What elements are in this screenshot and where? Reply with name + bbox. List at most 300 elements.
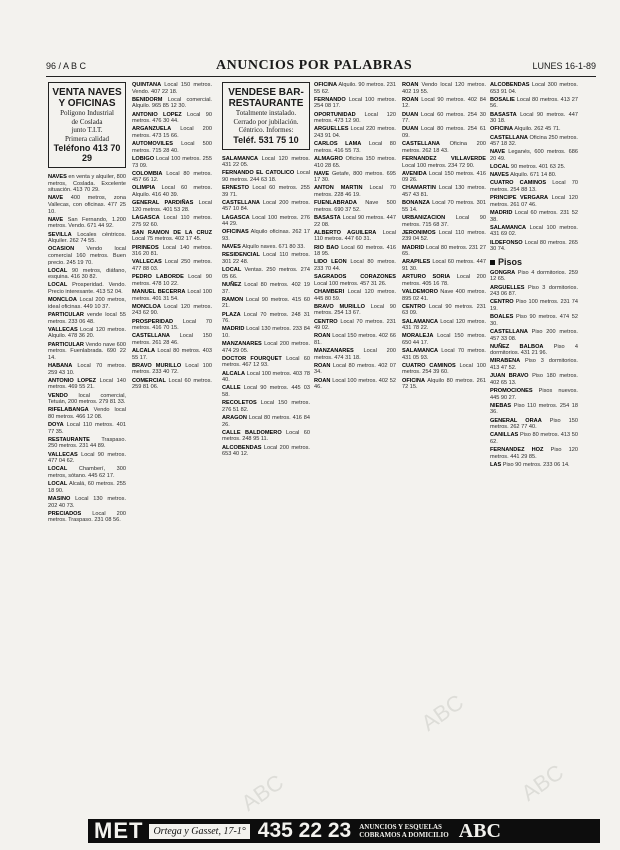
ad-text: Local 100 metros. 254 39 60. xyxy=(402,362,486,376)
ad-text: Local 80 metros. 254 61 09. xyxy=(402,126,486,139)
ad-list xyxy=(402,82,486,391)
ad-text: Local 60 metros. 231 52 38. xyxy=(490,210,578,223)
classified-ad xyxy=(402,141,486,154)
ad-text: Traspaso. 250 metros. 231 44 89. xyxy=(48,436,126,450)
ad-heading: SALAMANCA xyxy=(402,348,439,355)
ad-heading: MADRID xyxy=(222,326,245,333)
ad-heading: OFICINA xyxy=(490,126,513,133)
ad-text: Local 60 metros. 416 18 95. xyxy=(314,244,396,258)
classified-ad xyxy=(490,172,578,179)
ad-text: Local 60 metros. 255 39 71. xyxy=(222,185,310,198)
ad-heading: RECOLETOS xyxy=(222,400,257,407)
classified-ad xyxy=(222,244,310,251)
ad-heading: NAVES xyxy=(48,174,67,180)
ad-text: San Fernando, 1.200 metros. Vendo. 671 44 92. xyxy=(48,216,126,230)
ad-text: Getafe, 800 metros. 695 17 30. xyxy=(314,170,396,184)
classified-ad xyxy=(222,385,310,398)
ad-text: Local 110 metros. 447 60 31. xyxy=(314,229,396,243)
page-date: LUNES 16-1-89 xyxy=(532,61,596,71)
ad-heading: PARTICULAR xyxy=(48,341,84,348)
ad-text: Local 80 metros. 231 27 65. xyxy=(402,244,486,258)
bar-box-line: Céntrico. Informes: xyxy=(238,126,294,134)
ad-heading: MANZANARES xyxy=(314,348,354,355)
classified-ad xyxy=(402,348,486,361)
ad-heading: DOCTOR FOURQUET xyxy=(222,355,282,362)
ad-heading: PROSPERIDAD xyxy=(132,318,174,325)
ad-text: Alquilo oficinas. 262 17 93. xyxy=(222,229,310,242)
classified-ad xyxy=(490,195,578,208)
ad-heading: LOCAL xyxy=(490,164,510,171)
classified-ad xyxy=(490,432,578,445)
ad-text: Piso 80 metros. 413 50 62. xyxy=(490,432,578,445)
ad-text: Local 75 metros. 402 17 45. xyxy=(132,236,202,243)
ad-text: Local 90 metros. 402 84 12. xyxy=(402,96,486,110)
ad-heading: CASTELLANA xyxy=(490,134,528,141)
classified-ad xyxy=(402,245,486,258)
ad-text: Local 120 metros. Alquilo. 478 36 20. xyxy=(48,326,126,340)
ad-list xyxy=(314,82,396,391)
ad-list xyxy=(48,174,126,524)
classified-ad xyxy=(132,378,212,391)
abc-logo: ABC xyxy=(458,819,501,842)
ad-heading: MORALEJA xyxy=(402,333,434,340)
classified-ad xyxy=(222,445,310,458)
ad-text: Local 200 metros. 473 15 66. xyxy=(132,126,212,139)
ad-text: Oficina 250 metros. 457 18 32. xyxy=(490,134,578,148)
ad-heading: OLIMPIA xyxy=(132,185,156,192)
ad-text: Local comercial. Alquilo. 965 85 12 30. xyxy=(132,96,212,110)
ad-heading: CHAMARTIN xyxy=(402,185,436,192)
ad-text: Local 90 metros. 476 30 44. xyxy=(132,111,212,125)
classified-ad xyxy=(48,496,126,509)
ad-heading: OFICINA xyxy=(402,377,425,384)
classified-ad xyxy=(48,422,126,435)
ad-text: Local 70 metros. 248 31 76. xyxy=(222,311,310,325)
classified-ad xyxy=(132,274,212,287)
ad-heading: FERNANDEZ HOZ xyxy=(490,447,544,454)
ad-text: Local 60 metros. 254 30 77. xyxy=(402,111,486,125)
classified-ad xyxy=(48,297,126,310)
ad-heading: PRINCIPE VERGARA xyxy=(490,195,549,202)
ad-heading: BOSALIE xyxy=(490,96,515,103)
ad-heading: ARGUELLES xyxy=(314,126,349,133)
ad-heading: QUINTANA xyxy=(132,82,162,88)
classified-ad xyxy=(48,195,126,215)
classified-ad xyxy=(132,215,212,228)
banner-phone: 435 22 23 xyxy=(257,819,352,842)
classified-ad xyxy=(490,135,578,148)
ad-heading: NIEBAS xyxy=(490,402,512,409)
ad-text: Pisos nuevos. 445 90 27. xyxy=(490,388,578,401)
ad-heading: ARGUELLES xyxy=(490,284,525,291)
classified-ad xyxy=(490,112,578,125)
ad-text: Local 120 metros. 473 12 90. xyxy=(314,111,396,125)
ad-heading: SEVILLA xyxy=(48,231,72,238)
ad-text: Oficina 200 metros. 262 18 43. xyxy=(402,141,486,154)
ad-heading: PRECIADOS xyxy=(48,510,82,517)
ad-heading: ILDEFONSO xyxy=(490,239,523,246)
ad-text: Local 140 metros. 469 55 21. xyxy=(48,377,126,391)
ad-text: Local 90 metros. 478 10 22. xyxy=(132,274,212,287)
classified-ad xyxy=(132,200,212,213)
ad-text: Piso 4 dormitorios. 431 21 96. xyxy=(490,343,578,357)
ad-text: 90 metros. 401 63 25. xyxy=(510,164,566,171)
classified-ad xyxy=(402,378,486,391)
ad-text: Local 500 metros. 715 28 40. xyxy=(132,141,212,154)
ad-heading: ANTONIO LOPEZ xyxy=(132,111,182,118)
ad-heading: ALCOBENDAS xyxy=(222,444,262,451)
ad-heading: MONCLOA xyxy=(132,303,161,310)
ad-heading: RIFELABANGA xyxy=(48,407,89,414)
ad-heading: MANZANARES xyxy=(222,341,262,348)
classified-ad xyxy=(402,171,486,184)
classified-ad xyxy=(222,170,310,183)
ad-text: Local 70 metros. 254 88 13. xyxy=(490,180,578,194)
ad-heading: SAGRADOS CORAZONES xyxy=(314,274,396,281)
ad-text: Piso 3 dormitorios. 413 47 52. xyxy=(490,358,578,372)
classified-ad xyxy=(314,141,396,154)
ad-text: Piso 110 metros. 254 18 36. xyxy=(490,402,578,416)
ad-heading: LOCAL xyxy=(48,481,68,488)
ad-text: Local 150 metros. 276 51 82. xyxy=(222,400,310,413)
ad-heading: ALBERTO AGUILERA xyxy=(314,229,377,236)
classified-ad xyxy=(222,430,310,443)
ad-text: Local 60 metros. 467 12 93. xyxy=(222,355,310,369)
ad-heading: RESTAURANTE xyxy=(48,436,90,443)
classified-ad xyxy=(48,217,126,230)
ad-text: 90 metros, diáfano, esquina. 416 30 82. xyxy=(48,267,126,281)
ad-heading: BOALES xyxy=(490,314,514,321)
ad-heading: PEDRO LABORDE xyxy=(132,274,184,281)
section-label: Pisos xyxy=(498,256,523,267)
classified-ad xyxy=(48,466,126,479)
classified-ad xyxy=(314,245,396,258)
classified-ad xyxy=(314,126,396,139)
classified-ad xyxy=(490,344,578,357)
ad-heading: ANTON MARTIN xyxy=(314,185,363,192)
classified-ad xyxy=(222,356,310,369)
ad-text: Nave 400 metros. 895 02 41. xyxy=(402,288,486,302)
classified-ad xyxy=(402,363,486,376)
ad-text: Local 100 metros. 234 72 90. xyxy=(402,162,475,169)
page-header xyxy=(46,60,596,74)
classified-ad xyxy=(490,462,578,469)
classified-ad xyxy=(314,348,396,361)
classified-ad xyxy=(222,371,310,384)
ad-text: Local 130 metros. 457 43 81. xyxy=(402,185,486,199)
ad-text: Vendo nave 600 metros. Fuenlabrada. 690 22 14. xyxy=(48,341,126,361)
ad-text: Piso 100 metros. 231 74 19. xyxy=(490,299,578,312)
ad-text: Alcalá, 60 metros. 255 18 90. xyxy=(48,481,126,494)
ad-text: Piso 180 metros. 402 65 13. xyxy=(490,373,578,386)
ad-heading: URBANIZACION xyxy=(402,215,446,222)
ad-heading: ARTURO SORIA xyxy=(402,274,451,281)
ad-heading: MONCLOA xyxy=(48,297,77,304)
ad-text: Chamberí, 300 metros, sótano. 445 62 17. xyxy=(48,466,126,480)
met-logo: MET xyxy=(94,818,144,843)
ad-heading: ROAN xyxy=(402,96,419,103)
classified-ad xyxy=(314,289,396,302)
ad-list xyxy=(132,82,212,391)
column-4 xyxy=(314,82,396,817)
ad-text: Local 100 metros. 254 08 17. xyxy=(314,96,396,110)
classified-ad xyxy=(132,185,212,198)
ad-heading: FERNANDO xyxy=(314,96,346,103)
classified-ad xyxy=(132,348,212,361)
ad-heading: LOCAL xyxy=(222,267,242,274)
ad-text: Local 110 metros. 275 92 60. xyxy=(132,215,212,228)
classified-ad xyxy=(314,171,396,184)
ad-text: Prosperidad. Vendo. Precio interesante. 413 52 04. xyxy=(48,282,126,296)
ad-heading: RESIDENCIAL xyxy=(222,252,260,259)
ad-heading: OFICINA xyxy=(314,82,337,88)
classified-ad xyxy=(222,156,310,169)
ad-heading: ALCALA xyxy=(222,370,245,377)
classified-ad xyxy=(314,215,396,228)
ad-heading: ROAN xyxy=(402,82,419,88)
ad-text: en venta y alquiler, 800 metros, Coslada. Excelente situación. 413 70 29. xyxy=(48,174,126,194)
ad-heading: PROMOCIONES xyxy=(490,388,533,395)
classified-ad xyxy=(402,304,486,317)
ad-heading: MASINO xyxy=(48,496,71,502)
classified-ad xyxy=(222,341,310,354)
ad-text: Alquilo 80 metros. 261 72 15. xyxy=(402,377,486,391)
classified-ad xyxy=(314,82,396,95)
classified-ad xyxy=(132,97,212,110)
classified-ad xyxy=(132,304,212,317)
classified-ad xyxy=(314,274,396,287)
ad-heading: NAVE xyxy=(48,195,64,202)
ad-heading: DUAN xyxy=(402,111,419,118)
ad-text: Local 70 metros. 228 46 19. xyxy=(314,185,396,199)
ad-heading: LIDO LEON xyxy=(314,259,347,266)
classified-ad xyxy=(314,378,396,391)
ad-heading: MADRID xyxy=(490,210,513,217)
ad-heading: OCASION xyxy=(48,246,75,253)
ad-text: Local 100 metros. 403 78 40. xyxy=(222,370,310,384)
ad-heading: CASTELLANA xyxy=(402,141,440,148)
classified-ad xyxy=(222,312,310,325)
watermark: ABC xyxy=(236,769,289,816)
ad-text: Local 70 metros. 259 43 10. xyxy=(48,362,126,376)
ad-heading: LOCAL xyxy=(48,466,68,473)
ad-text: Local 150 metros. Vendo. 407 22 18. xyxy=(132,82,212,95)
classified-ad xyxy=(132,259,212,272)
classified-ad xyxy=(222,415,310,428)
ad-heading: ROAN xyxy=(314,333,331,340)
ad-heading: LAS xyxy=(490,461,502,468)
ad-heading: CENTRO xyxy=(490,299,514,306)
classified-ad xyxy=(48,481,126,494)
ad-heading: AUTOMOVILES xyxy=(132,141,173,148)
ad-heading: SALAMANCA xyxy=(222,155,259,162)
ad-heading: GENERAL ORAA xyxy=(490,417,542,424)
classified-ad xyxy=(132,141,212,154)
naves-box-line: Primera calidad xyxy=(64,134,110,143)
classified-ad xyxy=(132,245,212,258)
ad-text: Local 120 metros. 445 80 59. xyxy=(314,288,396,302)
classified-ad xyxy=(48,437,126,450)
ad-heading: RAMON xyxy=(222,296,244,303)
classified-ad xyxy=(48,342,126,362)
classified-ad xyxy=(48,363,126,376)
ad-text: Piso 4 dormitorios. 259 12 65. xyxy=(490,269,578,283)
classified-ad xyxy=(314,259,396,272)
classified-ad xyxy=(314,304,396,317)
classified-ad xyxy=(490,388,578,401)
classified-ad xyxy=(222,297,310,310)
ad-text: Alquilo naves. 671 80 33. xyxy=(242,244,305,251)
ad-heading: VALLECAS xyxy=(48,451,78,458)
bar-box-line: Cerrado por jubilación. xyxy=(233,117,299,126)
classified-ad xyxy=(314,185,396,198)
ad-text: Local 200 metros. 474 29 05. xyxy=(222,341,310,354)
naves-ad-box xyxy=(48,82,126,168)
classified-ad xyxy=(402,185,486,198)
classified-ad xyxy=(222,200,310,213)
classified-ad xyxy=(132,319,212,332)
ad-text: Local 100 metros. 431 69 02. xyxy=(490,224,578,238)
ad-text: Local 250 metros. 477 88 03. xyxy=(132,259,212,272)
ad-text: Local 100 metros. 255 73 09. xyxy=(132,155,212,169)
classified-ad xyxy=(314,156,396,169)
classified-ad xyxy=(490,164,578,171)
ad-heading: GENERAL PARDIÑAS xyxy=(132,200,194,207)
ad-text: Local 200 metros, ideal oficinas. 449 10 37. xyxy=(48,297,126,310)
classified-ad xyxy=(132,363,212,376)
ad-text: Local 70 metros. 301 55 14. xyxy=(402,200,486,213)
ad-text: Local 70 metros. 431 05 93. xyxy=(402,348,486,361)
ad-text: Local 90 metros. 244 63 18. xyxy=(222,170,310,183)
ad-text: Local 60 metros. 447 91 30. xyxy=(402,259,486,272)
ad-heading: ROAN xyxy=(314,377,331,384)
ad-text: Piso 200 metros. 457 33 08. xyxy=(490,328,578,342)
classified-ad xyxy=(222,229,310,242)
ad-text: Local 80 metros. 416 55 73. xyxy=(314,141,396,154)
ad-text: Local 70 metros. 231 49 02. xyxy=(314,318,396,332)
ad-text: Local 90 metros. 445 03 58. xyxy=(222,385,310,398)
classified-ad xyxy=(132,82,212,95)
ad-text: Local 120 metros. 261 07 46. xyxy=(490,195,578,208)
classified-ad xyxy=(402,215,486,228)
column-3 xyxy=(222,82,310,817)
classified-ad xyxy=(402,82,486,95)
ad-text: Local 90 metros. 415 60 21. xyxy=(222,296,310,310)
ad-heading: ALMAGRO xyxy=(314,155,343,162)
ad-text: Local 120 metros. 431 22 05. xyxy=(222,155,310,169)
ad-heading: PIRINEOS xyxy=(132,244,159,251)
ad-text: Ventas. 250 metros. 274 05 66. xyxy=(222,267,310,280)
classified-ad xyxy=(402,97,486,110)
ad-heading: CASTELLANA xyxy=(490,328,528,335)
classified-ad xyxy=(48,268,126,281)
ad-heading: NUÑEZ BALBOA xyxy=(490,343,544,350)
classified-ad xyxy=(490,149,578,162)
ad-text: Local 200 metros. 457 10 84. xyxy=(222,199,310,213)
naves-box-line: de Coslada xyxy=(71,117,103,126)
ad-heading: BASASTA xyxy=(490,111,517,118)
ad-heading: CALLE xyxy=(222,385,241,392)
ad-text: Piso 150 metros. 262 77 40. xyxy=(490,417,578,431)
classified-ad xyxy=(402,259,486,272)
classified-ad xyxy=(48,452,126,465)
ad-heading: MANUEL BECERRA xyxy=(132,288,186,295)
classified-ad xyxy=(48,174,126,194)
classified-ad xyxy=(402,200,486,213)
ad-text: Local 150 metros. 650 44 17. xyxy=(402,333,486,346)
classified-ad xyxy=(490,447,578,460)
ad-heading: CUATRO CAMINOS xyxy=(402,362,456,369)
ad-text: Local 100 metros. 233 40 72. xyxy=(132,362,212,376)
classified-ad xyxy=(222,326,310,339)
ad-heading: BASASTA xyxy=(314,215,341,222)
classified-ad xyxy=(48,378,126,391)
ad-heading: NAVES xyxy=(490,172,509,179)
classified-ad xyxy=(132,126,212,139)
naves-box-line: Polígono Industrial xyxy=(60,109,114,117)
banner-slogan-top: ANUNCIOS Y ESQUELAS xyxy=(359,823,442,831)
classified-ad xyxy=(48,407,126,420)
section-heading-pisos xyxy=(490,257,578,267)
ad-heading: OFICINAS xyxy=(222,229,249,236)
ad-text: 400 metros, zona Vallecas, con oficinas. 477 25 10. xyxy=(48,195,126,215)
ad-heading: VALLECAS xyxy=(48,326,78,333)
banner-address: Ortega y Gasset, 17-1° xyxy=(149,824,249,839)
classified-ad xyxy=(402,274,486,287)
ad-text: Leganés, 600 metros. 686 20 49. xyxy=(490,149,578,162)
ad-heading: FERNANDEZ VILLAVERDE xyxy=(402,155,486,162)
ad-text: Local 200 metros. 405 16 78. xyxy=(402,274,486,287)
classified-ad xyxy=(48,312,126,325)
classified-ad xyxy=(314,319,396,332)
classified-ad xyxy=(490,373,578,386)
classified-ad xyxy=(314,112,396,125)
classified-ad xyxy=(314,333,396,346)
ad-text: Local 60 metros. Alquilo. 416 40 39. xyxy=(132,185,212,199)
ad-heading: FUENLABRADA xyxy=(314,200,357,207)
classified-ad xyxy=(490,299,578,312)
ad-text: Local 120 metros. 243 62 90. xyxy=(132,303,212,317)
classified-ad xyxy=(222,400,310,413)
classified-ad xyxy=(402,230,486,243)
classified-ad xyxy=(132,171,212,184)
classified-ad xyxy=(48,511,126,524)
ad-heading: COLOMBIA xyxy=(132,170,163,177)
ad-text: Local 70 metros. 416 70 15. xyxy=(132,318,212,332)
ad-heading: OPORTUNIDAD xyxy=(314,111,356,118)
ad-text: Local 60 metros. 248 95 11. xyxy=(222,429,310,443)
ad-heading: CARLOS LAMA xyxy=(314,141,362,148)
classified-ad xyxy=(48,232,126,245)
ad-heading: AVENIDA xyxy=(402,170,427,177)
ad-heading: ALCALA xyxy=(132,348,155,355)
ad-heading: NUÑEZ xyxy=(222,281,242,288)
ad-text: Local 100 metros. 402 52 46. xyxy=(314,377,396,391)
ad-heading: FERNANDO EL CATOLICO xyxy=(222,170,295,177)
ad-text: Local 140 metros. 316 20 81. xyxy=(132,244,212,258)
ad-text: Vendo local 80 metros. 466 12 08. xyxy=(48,407,126,420)
classified-ad xyxy=(48,282,126,295)
ad-text: Local 200 metros. 474 31 18. xyxy=(314,348,396,361)
ad-heading: CHAMBERI xyxy=(314,288,345,295)
page-title: ANUNCIOS POR PALABRAS xyxy=(216,58,413,73)
ad-text: Local 150 metros. 261 28 46. xyxy=(132,333,212,346)
ad-list xyxy=(490,82,578,253)
classified-ad xyxy=(490,314,578,327)
ad-heading: RIO BAO xyxy=(314,244,339,251)
ad-text: vende local 55 metros. 233 06 48. xyxy=(48,312,126,325)
ad-text: Local 200 metros. 653 40 12. xyxy=(222,444,310,458)
